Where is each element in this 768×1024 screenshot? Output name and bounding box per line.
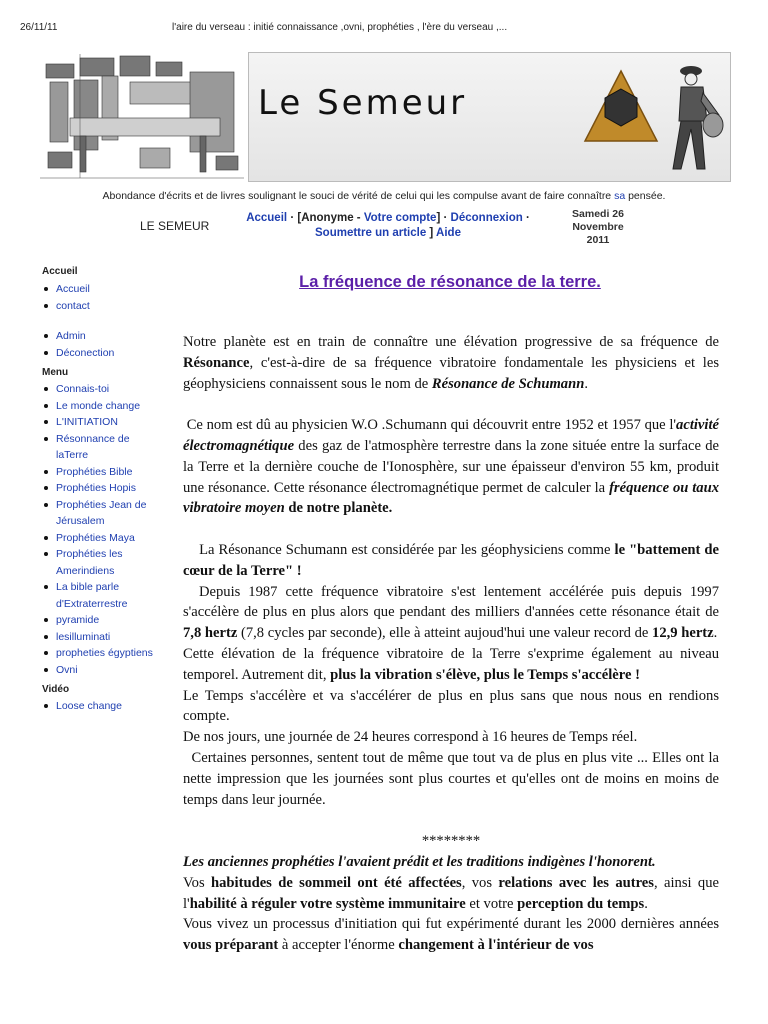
nav-votre-compte-link[interactable]: Votre compte [363,212,437,224]
sidebar-menu-item[interactable]: pyramide [42,612,162,629]
library-illustration-icon [40,52,244,182]
article-paragraph: Le Temps s'accélère et va s'accélérer de plus en plus sans que nous nous en rendions compte. [183,687,719,725]
site-name: LE SEMEUR [140,219,210,233]
sidebar-menu-item[interactable]: Ovni [42,662,162,679]
print-date: 26/11/11 [20,22,58,33]
article-title[interactable]: La fréquence de résonance de la terre. [299,273,601,291]
article-paragraph: Ce nom est dû au physicien W.O .Schumann qui découvrit entre 1952 et 1957 que l'activité électromagnétique des gaz de l'atmosphère terrestre dans la zone située entre la surface de la Terre et la dernière couche de l'Ionosphère, sur une épaisseur d'environ 55 km, produit une résonance. Cette résonance électromagnétique permet de calculer la fréquence ou taux vibratoire moyen de notre planète. [183,417,723,517]
sidebar-menu-item[interactable]: Prophéties les Amerindiens [42,546,162,579]
nav-separator: · [290,212,295,224]
site-tagline [0,190,768,202]
article-body [183,332,723,956]
date-day: Samedi 26 [572,208,624,220]
sidebar-menu-item[interactable]: Connais-toi [42,381,162,398]
sidebar-video-list [42,698,162,715]
date-year: 2011 [586,234,610,246]
nav-anonyme-label: [Anonyme - [297,212,364,224]
sidebar-menu-item[interactable]: Prophéties Maya [42,530,162,547]
tagline-text: Abondance d'écrits et de livres soulignant le souci de vérité de celui qui les compulse avant de faire connaître [102,190,615,202]
sidebar-heading-menu: Menu [42,367,69,378]
sidebar-menu-item[interactable]: Prophéties Jean de Jérusalem [42,497,162,530]
date-month: Novembre [572,221,624,233]
article-paragraph: De nos jours, une journée de 24 heures correspond à 16 heures de Temps réel. [183,729,638,746]
sower-figure-icon [661,59,725,177]
article-paragraph: Certaines personnes, sentent tout de même que tout va de plus en plus vite ... Elles ont la nette impression que les journées sont plus courtes et qu'elles ont de moins en moins de temps dans leur journée. [183,749,723,808]
article-paragraph: Notre planète est en train de connaître une élévation progressive de sa fréquence de Résonance, c'est-à-dire de sa fréquence vibratoire fondamentale les physiciens et les géophysiciens connaissent sous le nom de Résonance de Schumann. [183,334,719,392]
nav-separator: · [525,212,530,224]
top-navigation [228,211,548,241]
article-paragraph: Vos habitudes de sommeil ont été affectées, vos relations avec les autres, ainsi que l'habilité à réguler votre système immunitaire et votre perception du temps. [183,874,719,912]
sidebar [42,266,162,715]
sidebar-menu-item[interactable]: La bible parle d'Extraterrestre [42,579,162,612]
sidebar-menu-item[interactable]: Prophéties Hopis [42,480,162,497]
sidebar-menu-item[interactable]: Résonnance de laTerre [42,431,162,464]
print-page-title: l'aire du verseau : initié connaissance ,ovni, prophéties , l'ère du verseau ,... [172,22,508,33]
tagline-text-end: pensée. [625,190,666,202]
current-date [558,208,638,247]
sidebar-accueil-item[interactable]: contact [42,298,162,315]
article-paragraph: La Résonance Schumann est considérée par les géophysiciens comme le "battement de cœur de la Terre" ! [183,541,723,579]
sidebar-menu-item[interactable]: Le monde change [42,398,162,415]
nav-separator: · [443,212,448,224]
sidebar-menu-item[interactable]: lesilluminati [42,629,162,646]
sidebar-menu-item[interactable]: Prophéties Bible [42,464,162,481]
nav-soumettre-link[interactable]: Soumettre un article [315,227,427,239]
nav-accueil-link[interactable]: Accueil [246,212,288,224]
section-separator: ******** [421,833,481,850]
article-paragraph: Cette élévation de la fréquence vibratoire de la Terre s'exprime également au niveau temporel. Autrement dit, plus la vibration s'élève, plus le Temps s'accélère ! [183,645,719,683]
nav-aide-link[interactable]: Aide [436,227,461,239]
nav-deconnexion-link[interactable]: Déconnexion [450,212,523,224]
sidebar-heading-video: Vidéo [42,684,70,695]
sidebar-admin-item[interactable]: Admin [42,328,162,345]
article-paragraph: Vous vivez un processus d'initiation qui fut expérimenté durant les 2000 dernières années vous préparant à accepter l'énorme changement à l'intérieur de vos [183,916,719,954]
sidebar-group-accueil [42,281,162,314]
site-logo-text: Le Semeur [258,83,468,123]
article-paragraph: Les anciennes prophéties l'avaient prédit et les traditions indigènes l'honorent. [183,853,656,870]
sidebar-admin-item[interactable]: Déconection [42,345,162,362]
hexagon-logo-icon [579,67,663,149]
banner-illustration-library [40,52,244,182]
sidebar-video-item[interactable]: Loose change [42,698,162,715]
sidebar-heading-accueil: Accueil [42,266,78,277]
nav-bracket-end: ] [429,227,434,239]
article-paragraph: Depuis 1987 cette fréquence vibratoire s'est lentement accélérée puis depuis 1997 s'accélère de plus en plus alors que pendant des milliers d'années cette résonance était de 7,8 hertz (7,8 cycles par seconde), elle à atteint aujoud'hui une valeur record de 12,9 hertz. [183,583,723,642]
sidebar-group-admin [42,328,162,361]
sidebar-menu-item[interactable]: propheties égyptiens [42,645,162,662]
sidebar-accueil-item[interactable]: Accueil [42,281,162,298]
sidebar-menu-item[interactable]: L'INITIATION [42,414,162,431]
nav-bracket-close: ] [436,212,441,224]
tagline-link[interactable]: sa [614,190,626,202]
sidebar-menu-list [42,381,162,678]
